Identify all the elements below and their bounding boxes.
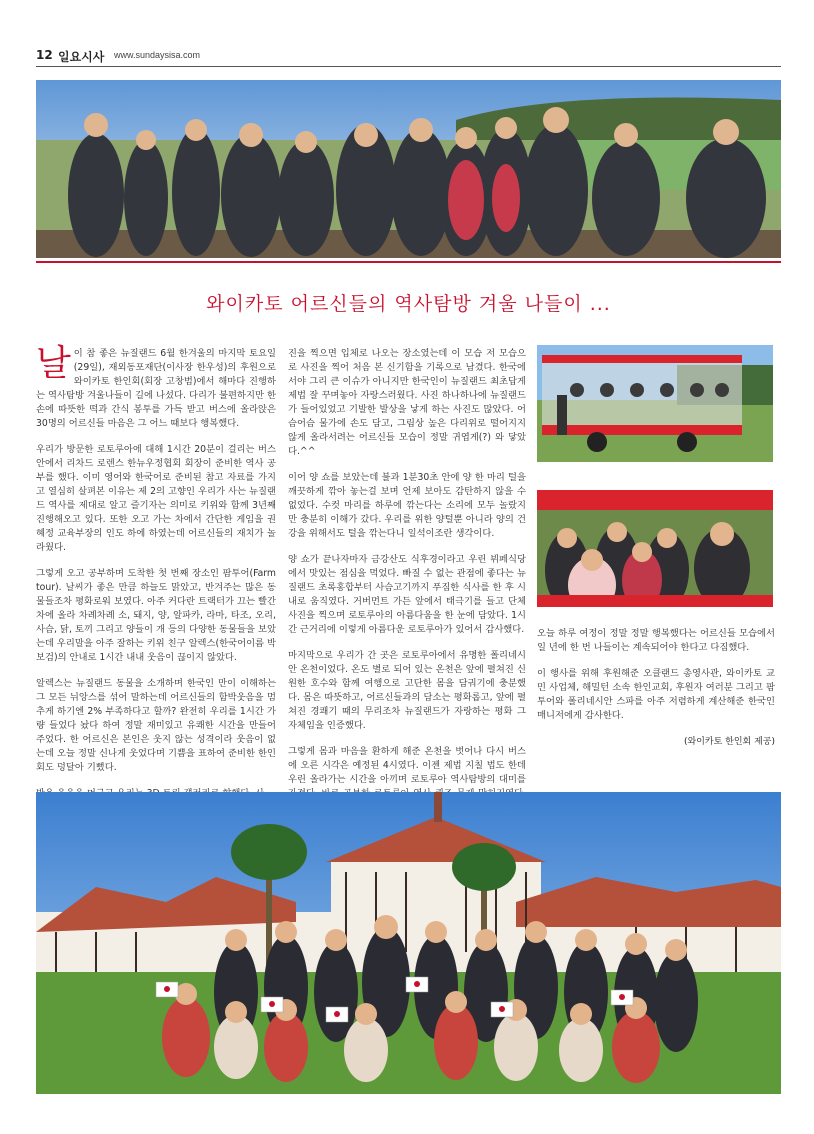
seniors-on-trailer-photo [537, 490, 773, 607]
tractor-train-photo [537, 345, 773, 462]
article-headline: 와이카토 어르신들의 역사탐방 겨울 나들이 ... [206, 293, 611, 315]
publication-name: 일요시사 [58, 50, 105, 64]
article-column-1 [36, 343, 276, 813]
group-photo-farm [36, 80, 781, 258]
drop-cap: 날 [36, 343, 71, 384]
paragraph: 이어 양 쇼를 보았는데 불과 1분30초 안에 양 한 마리 털을 깨끗하게 깎아 놓는걸 보며 언제 보아도 감탄하지 않을 수 없었다. 수컷 마리를 하루에 깎는다는 소리에 모두 놀랐지만 충분히 이해가 갔다. 우리를 위한 양털뿐 아니라 양의 건강을 위해서도 털을 깎는다니 일석이조란 생각이다. [288, 472, 526, 539]
paragraph: 그렇게 오고 공부하며 도착한 첫 번째 장소인 팜투어(Farm tour). 날씨가 좋은 만큼 하늘도 맑았고, 반겨주는 많은 동물들조차 평화로워 보였다. 아주 커다란 트랙터가 끄는 빨간 차에 올라 차례차례 소, 돼지, 양, 알파카, 라마, 타조, 오리, 사슴, 닭, 토끼 그리고 양들이 개 등의 다양한 동물들을 보았는데 우리말을 아주 잘하는 키위 친구 알렉스(한국어이름 박보검)의 안내로 1시간 내내 웃음이 끊이지 않았다. [36, 568, 276, 663]
paragraph: 날이 참 좋은 뉴질랜드 6월 한겨울의 마지막 토요일(29일), 재외동포재단(이사장 한우성)의 후원으로 와이카토 한인회(회장 고창범)에서 해마다 진행하는 역사탐방 겨울나들이 길에 나섰다. 다리가 불편하지만 한 손에 따뜻한 떡과 간식 봉투를 가득 받고 버스에 올라앉은 30명의 어르신들 마음은 그 어느 때보다 행복했다. [36, 343, 276, 429]
article-column-2 [288, 347, 526, 855]
publication-url: www.sundaysisa.com [114, 50, 201, 60]
group-photo-bath-house [36, 792, 781, 1094]
paragraph: 양 쇼가 끝나자마자 금강산도 식후경이라고 우린 뷔페식당에서 맛있는 점심을 먹었다. 빠질 수 없는 관점에 좋다는 뉴질랜드 초록홍합부터 사슴고기까지 푸짐한 식사를 한 후 시내로 움직였다. 거버먼트 가든 앞에서 태극기를 들고 단체 사진을 찍으며 로토루아의 아름다움을 한 눈에 담았다. 1시간 근거리에 이렇게 아름다운 로토루아가 있어서 감사했다. [288, 554, 526, 635]
page-header [36, 48, 781, 67]
page-number: 12 [36, 48, 53, 62]
paragraph: 진을 찍으면 입체로 나오는 장소였는데 이 모습 저 모습으로 사진을 찍어 처음 본 신기함을 기록으로 남겼다. 한국에서야 그리 큰 이슈가 아니지만 한국인이 뉴질랜드 최초답게 제법 잘 꾸며놓아 자랑스러웠다. 사진 하나하나에 뉴질랜드가 들어있었고 기발한 발상을 낳게 하는 사진도 많았다. 어슴어슴 물가에 손도 담고, 그림상 높은 다리위로 떨어지지 않게 올라서려는 어르신들 모습이 정말 귀엽게(?) 와 닿았다.^^ [288, 348, 526, 457]
article-column-3 [537, 627, 775, 749]
paragraph: 그렇게 몸과 마음을 환하게 해준 온천을 벗어나 다시 버스에 오른 시각은 예정된 4시였다. 이젠 제법 지칠 법도 한데 우린 올라가는 시간을 아끼며 로토루아 역사탐방의 대미를 [288, 746, 526, 785]
photo-credit: (와이카토 한인회 제공) [684, 737, 775, 747]
paragraph: 우리가 방문한 로토루아에 대해 1시간 20분이 걸리는 버스 안에서 리차드 로렌스 한뉴우정협회 회장이 준비한 역사 공부를 했다. 이미 영어와 한국어로 준비된 참고 자료를 가지고 열심히 살펴본 이유는 제 2의 고향인 우리가 사는 뉴질랜드 역사를 제대로 알고 즐기자는 의미로 키위와 함께 3년째 진행해오고 있다. 또한 오고 가는 차에서 간단한 게임을 권혜정 교육부장의 인도 하에 하였는데 어르신들의 재치가 놀라웠다. [36, 444, 276, 553]
paragraph: 이 행사를 위해 후원해준 오클랜드 총영사관, 와이카토 교민 사업체, 해밀턴 소속 한인교회, 후원자 여러분 그리고 팜투어와 폴리네시안 스파를 아주 저렴하게 계산해준 한국인 매니저에게 감사한다. [537, 668, 775, 721]
paragraph: 알렉스는 뉴질랜드 동물을 소개하며 한국인 만이 이해하는 그 모든 뉘앙스를 섞어 말하는데 어르신들의 함박웃음을 멈추게 하기엔 2% 부족하다고 할까? 완전히 우리를 1시간 가량 들었다 놨다 하여 정말 재미있고 유쾌한 시간을 만들어 주었다. 한 어르신은 본인은 웃지 않는 성격이라 웃음이 없는데 오늘 정말 신나게 웃었다며 기쁨을 표하여 준비한 한인회도 덩달아 기뻤다. [36, 678, 276, 773]
paragraph: 오늘 하루 여정이 정말 정말 행복했다는 어르신들 모습에서 일 년에 한 번 나들이는 계속되어야 한다고 다짐했다. [537, 628, 775, 653]
paragraph: 마지막으로 우리가 간 곳은 로토루아에서 유명한 폴리네시안 온천이었다. 온도 별로 되어 있는 온천은 앞에 펼쳐진 신원한 호수와 함께 여행으로 고단한 몸을 담궈기에 충분했다. 몸은 따뜻하고, 어르신들과의 담소는 평화롭고, 앞에 펼쳐진 경쾌기 때의 무리조차 뉴질랜드가 자랑하는 평화 그 자체임을 인증했다. [288, 650, 526, 731]
title-rule [36, 261, 781, 263]
